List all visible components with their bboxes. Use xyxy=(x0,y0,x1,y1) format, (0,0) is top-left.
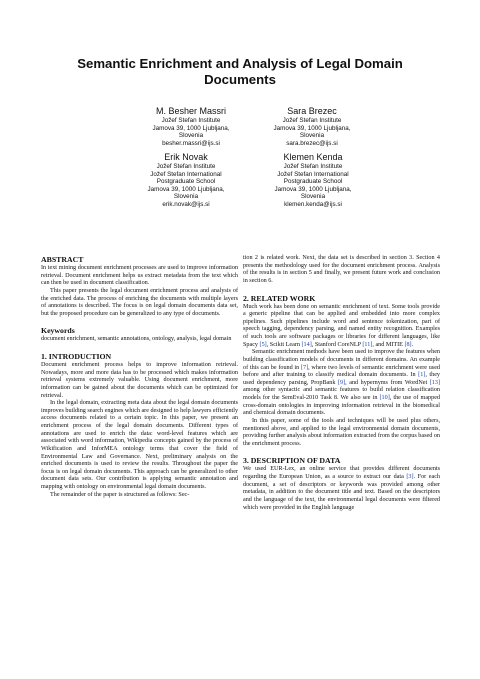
keywords-text: document enrichment, semantic annotations, ontology, analysis, legal domain xyxy=(41,336,232,343)
abstract-heading: ABSTRACT xyxy=(41,255,84,264)
introduction-paragraph-2: In the legal domain, extracting meta data about the legal domain documents improves building search engines which are designed to help lawyers efficiently access documents related to a certain topic. In this paper, we present an enrichment process of the legal domain documents. Different types of annotations are used to enrich the data: word-level features which are associated with word information, Wikipedia concepts gained by the process of Wikification and InforMEA ontology terms that cover the field of Environmental Law and Governance. Next, preliminary analysis on the enriched documents is used to review the results. Throughout the paper the focus is on legal domain documents. This approach can be generalized to other document data sets. Our contribution is applying semantic annotation and mapping with ontology on environmental legal domain documents. xyxy=(41,400,239,490)
author-affiliation-2: Jožef Stefan International xyxy=(150,170,222,178)
author-affiliation: Jožef Stefan Institute xyxy=(156,163,216,170)
author-affiliation-2: Jožef Stefan International xyxy=(277,170,349,178)
left-column xyxy=(41,255,238,499)
author-affiliation: Jožef Stefan Institute xyxy=(283,163,343,170)
author-block-kenda xyxy=(233,152,393,208)
author-address: Jamova 39, 1000 Ljubljana, xyxy=(273,124,351,132)
author-address: Jamova 39, 1000 Ljubljana, xyxy=(152,124,230,132)
author-name: Erik Novak xyxy=(164,152,208,162)
citation-link[interactable]: [9] xyxy=(337,379,346,386)
citation-link[interactable]: [1] xyxy=(418,372,426,379)
related-work-heading: 2. RELATED WORK xyxy=(243,293,316,303)
author-email: erik.novak@ijs.si xyxy=(162,200,210,208)
author-country: Slovenia xyxy=(173,193,199,200)
author-email: klemen.kenda@ijs.si xyxy=(284,200,342,208)
author-name: Klemen Kenda xyxy=(283,152,343,162)
citation-link[interactable]: [14] xyxy=(301,341,312,348)
citation-link[interactable]: [13] xyxy=(429,379,440,386)
abstract-paragraph-2: This paper presents the legal document enrichment process and analysis of the enriched data. The process of enriching the documents with multiple layers of annotations is described. The focus is on legal domain documents data set, but the proposed procedure can be generalized to any type of documents. xyxy=(41,287,238,317)
author-address: Jamova 39, 1000 Ljubljana, xyxy=(147,185,225,193)
citation-link[interactable]: [10] xyxy=(379,395,390,401)
introduction-paragraph-3-start: The remainder of the paper is structured as follows: Sec- xyxy=(50,491,190,498)
citation-link[interactable]: [3] xyxy=(406,474,414,480)
author-email: besher.massri@ijs.si xyxy=(162,139,220,147)
citation-link[interactable]: [8] xyxy=(404,341,412,348)
author-country: Slovenia xyxy=(300,193,326,200)
author-affiliation: Jožef Stefan Institute xyxy=(161,117,221,124)
abstract-paragraph-1: In text mining document enrichment processes are used to improve information retrieval. Document enrichment helps us extract metadata from the text which can then be used in document classification. xyxy=(41,265,238,287)
author-country: Slovenia xyxy=(178,132,204,139)
citation-link[interactable]: [11] xyxy=(362,341,373,348)
related-work-paragraph-2: Semantic enrichment methods have been used to improve the features when building classification models of documents in different domains. An example of this can be found in [7], where two levels of semantic enrichment were used before and after training to classify medical domain documents. In [1], they used dependency parsing, PropBank [9], and hypernyms from WordNet [13] among other syntactic and semantic features to build relation classification models for the SemEval-2010 Task 8. We also see in [10], the use of mapped cross-domain ontologies in improving information retrieval in the biomedical and chemical domain documents. xyxy=(243,349,440,417)
data-description-heading: 3. DESCRIPTION OF DATA xyxy=(243,456,341,466)
author-address: Jamova 39, 1000 Ljubljana, xyxy=(274,185,352,193)
introduction-heading: 1. INTRODUCTION xyxy=(41,352,112,361)
keywords-heading: Keywords xyxy=(41,326,75,336)
author-name: M. Besher Massri xyxy=(155,106,226,116)
title-line-1: Semantic Enrichment and Analysis of Legal Domain xyxy=(77,56,403,71)
author-affiliation-3: Postgraduate School xyxy=(283,178,343,185)
author-email: sara.brezec@ijs.si xyxy=(286,139,338,147)
related-work-paragraph-1: Much work has been done on semantic enrichment of text. Some tools provide a generic pipeline that can be applied and embedded into more complex pipelines. Such pipelines include word and sentence tokenization, part of speech tagging, dependency parsing, and named entity recognition. Examples of such tools are software packages or libraries for different languages, like Spacy [5], Scikit Learn [14], Stanford CoreNLP [11], and MITIE [8]. xyxy=(243,303,440,348)
author-name: Sara Brezec xyxy=(287,106,337,116)
author-affiliation-3: Postgraduate School xyxy=(156,178,216,185)
introduction-paragraph-3-end: tion 2 is related work. Next, the data set is described in section 3. Section 4 presents the methodology used for the document enrichment process. Analysis of the results is in section 5 and finally, we present future work and conclusion in section 6. xyxy=(243,255,440,284)
author-country: Slovenia xyxy=(299,132,325,139)
citation-link[interactable]: [7] xyxy=(300,364,309,371)
introduction-paragraph-1: Document enrichment process helps to improve information retrieval. Nowadays, more and more data has to be processed which makes information retrieval systems extremely valuable. Using document enrichment, more information can be gained about the documents which can be optimized for retrieval. xyxy=(41,362,238,399)
author-block-brezec xyxy=(232,106,392,147)
paper-title xyxy=(40,56,440,88)
title-line-2: Documents xyxy=(204,72,276,87)
author-affiliation: Jožef Stefan Institute xyxy=(282,117,342,124)
citation-link[interactable]: [5] xyxy=(259,341,267,348)
data-description-paragraph-1: We used EUR-Lex, an online service that provides different documents regarding the European Union, as a source to extract our data [3]. For each document, a set of descriptors or keywords was provided among other metadata, in addition to the document title and text. Based on the descriptors and the language of the text, the environmental legal documents were filtered which were provided in the English language xyxy=(243,466,440,511)
right-column xyxy=(243,255,440,512)
related-work-paragraph-3: In this paper, some of the tools and techniques will be used plus others, mentioned above, and applied to the legal environmental domain documents, providing further analysis about information extracted from the corpus based on the enrichment process. xyxy=(243,417,440,447)
